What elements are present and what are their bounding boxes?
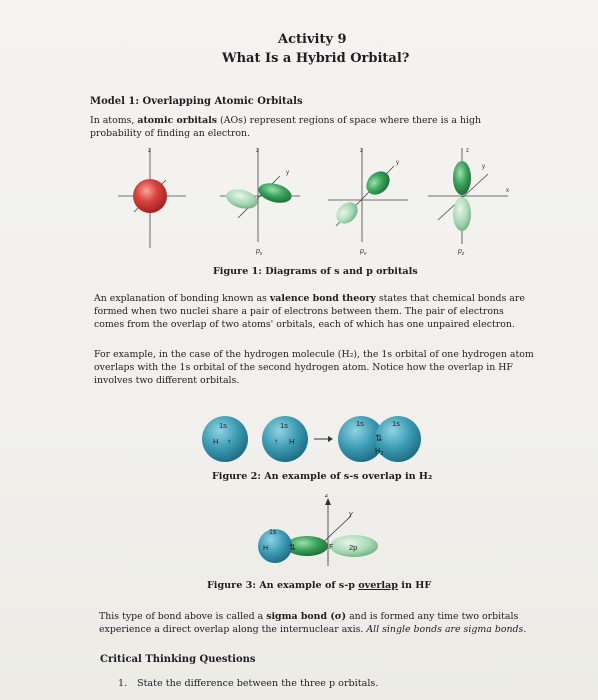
fig3-p-label: 2p <box>349 543 358 552</box>
model-heading: Model 1: Overlapping Atomic Orbitals <box>90 96 303 107</box>
fig1-s-axis-z: z <box>148 148 151 154</box>
fig1-pz-axis-x: x <box>506 188 509 194</box>
question-1-text: State the difference between the three p orbitals. <box>137 678 379 689</box>
fig1-py-axis-y: y <box>396 160 399 166</box>
fig1-px-axis-z: z <box>256 148 259 154</box>
valence-bond-paragraph: An explanation of bonding known as valence bond theory states that chemical bonds are formed when two nuclei share a pair of electrons between them. The pair of electrons comes from the overlap of two atoms' orbitals, each of which has one unpaired electron. <box>94 293 525 331</box>
hydrogen-paragraph: For example, in the case of the hydrogen molecule (H₂), the 1s orbital of one hydrogen atom overlaps with the 1s orbital of the second hydrogen atom. Notice how the overlap in HF involves two different orbitals. <box>94 349 534 387</box>
figure3-sp-overlap <box>245 494 385 572</box>
figure2-caption: Figure 2: An example of s-s overlap in H₂ <box>212 471 433 482</box>
figure1-caption: Figure 1: Diagrams of s and p orbitals <box>213 266 418 277</box>
molecule-orbital-label-1: 1s <box>356 419 364 428</box>
hydrogen-1s-orbital <box>258 529 296 563</box>
intro-paragraph: In atoms, atomic orbitals (AOs) represent regions of space where there is a high probability of finding an electron. <box>90 115 482 140</box>
figure3-caption: Figure 3: An example of s-p overlap in HF <box>207 580 432 591</box>
h2-molecule <box>338 416 421 462</box>
fig1-px-axis-y: y <box>286 170 289 176</box>
h2-atom-label: H <box>289 437 295 446</box>
hydrogen-atom-2 <box>262 416 308 462</box>
figure2-ss-overlap <box>195 410 435 468</box>
h1-orbital-label: 1s <box>219 421 227 430</box>
h1-electron-arrow: ↑ <box>227 437 231 446</box>
h2-electron-arrow: ↑ <box>274 437 278 446</box>
py-orbital <box>328 148 408 255</box>
s-orbital <box>118 148 186 248</box>
hydrogen-atom-1 <box>202 416 248 462</box>
fig1-py-axis-z: z <box>360 148 363 154</box>
fig3-axis-y: y <box>349 511 353 518</box>
shared-pair-arrows: ⇅ <box>375 433 383 443</box>
figure1-orbitals <box>110 140 520 255</box>
pz-label: $p_z$ <box>458 248 465 255</box>
critical-thinking-heading: Critical Thinking Questions <box>100 654 256 665</box>
fluorine-2p-orbital <box>286 535 378 557</box>
fig3-s-label: 1s <box>269 529 277 536</box>
fig1-pz-axis-y: y <box>482 164 485 170</box>
pz-orbital <box>428 148 509 255</box>
px-label: $p_x$ <box>256 248 263 255</box>
question-1-number: 1. <box>118 678 128 689</box>
molecule-orbital-label-2: 1s <box>392 419 400 428</box>
fig1-pz-axis-z: z <box>466 148 469 154</box>
page-title: What Is a Hybrid Orbital? <box>222 51 410 66</box>
h1-atom-label: H <box>213 437 219 446</box>
sigma-bond-paragraph: This type of bond above is called a sigma bond (σ) and is formed any time two orbitals experience a direct overlap along the internuclear axis. All single bonds are sigma bonds. <box>99 611 527 636</box>
fig3-f-label: F <box>329 544 334 551</box>
px-orbital <box>220 148 300 255</box>
fig3-axis-z: z <box>325 494 329 499</box>
molecule-label: $H_2$ <box>375 446 384 457</box>
reaction-arrow <box>314 436 333 442</box>
activity-number: Activity 9 <box>278 32 347 47</box>
overlap-link[interactable]: overlap <box>358 580 398 591</box>
fig3-h-label: H <box>263 545 269 552</box>
py-label: $p_y$ <box>360 248 367 255</box>
fig3-pair-arrows: ⇅ <box>289 543 296 552</box>
h2-orbital-label: 1s <box>280 421 288 430</box>
